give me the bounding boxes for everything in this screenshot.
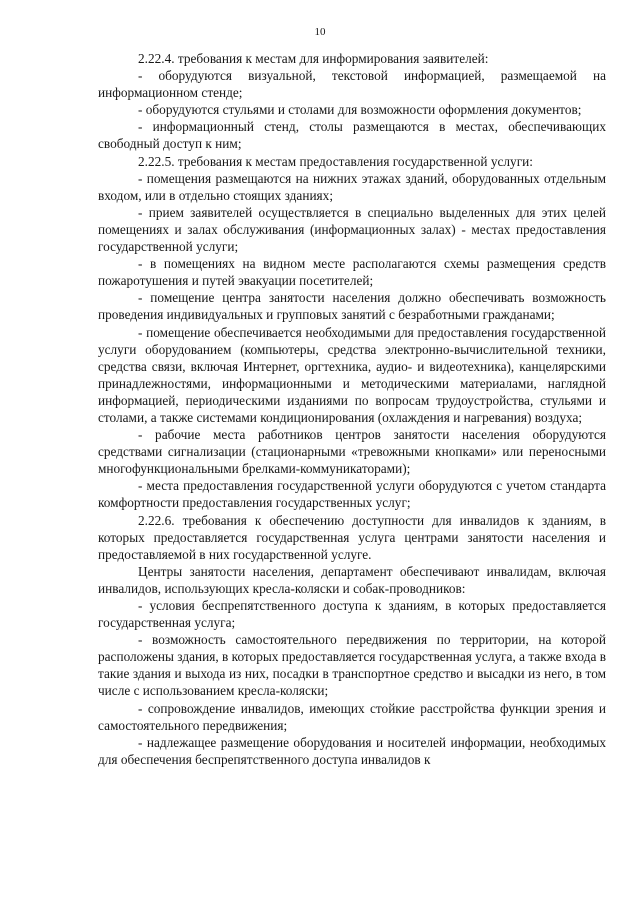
list-item: - помещение центра занятости населения должно обеспечивать возможность проведения индивидуальных и групповых занятий с безработными гражданами; xyxy=(98,290,606,323)
list-item: - рабочие места работников центров занятости населения оборудуются средствами сигнализации (стационарными «тревожными кнопками» или переносными многофункциональными брелками-коммуникаторами); xyxy=(98,427,606,477)
document-body xyxy=(98,50,606,768)
list-item: - помещения размещаются на нижних этажах зданий, оборудованных отдельным входом, или в отдельно стоящих зданиях; xyxy=(98,170,606,203)
list-item: - сопровождение инвалидов, имеющих стойкие расстройства функции зрения и самостоятельного передвижения; xyxy=(98,700,606,733)
list-item: - надлежащее размещение оборудования и носителей информации, необходимых для обеспечения беспрепятственного доступа инвалидов к xyxy=(98,734,606,767)
list-item: - условия беспрепятственного доступа к зданиям, в которых предоставляется государственная услуга; xyxy=(98,598,606,631)
list-item: - в помещениях на видном месте располагаются схемы размещения средств пожаротушения и путей эвакуации посетителей; xyxy=(98,256,606,289)
clause-2-22-4-heading: 2.22.4. требования к местам для информирования заявителей: xyxy=(138,51,489,66)
clause-2-22-5-heading: 2.22.5. требования к местам предоставления государственной услуги: xyxy=(138,153,533,169)
list-item: - места предоставления государственной услуги оборудуются с учетом стандарта комфортности предоставления государственных услуг; xyxy=(98,478,606,511)
list-item: - оборудуются стульями и столами для возможности оформления документов; xyxy=(138,102,582,118)
list-item: - оборудуются визуальной, текстовой информацией, размещаемой на информационном стенде; xyxy=(98,68,606,101)
list-item: - помещение обеспечивается необходимыми для предоставления государственной услуги оборудованием (компьютеры, средства электронно-вычислительной техники, средства связи, включая Интернет, оргтехника, аудио- и видеотехника), канцелярскими принадлежностями, информационными и методическими материалами, наглядной информацией, периодическими изданиями по вопросам трудоустройства, стульями и столами, а также системами кондиционирования (охлаждения и нагревания) воздуха; xyxy=(98,324,606,425)
clause-2-22-6-heading: 2.22.6. требования к обеспечению доступности для инвалидов к зданиям, в которых предоставляется государственная услуга центрами занятости населения и предоставляемой в них государственной услуге. xyxy=(98,512,606,562)
page-number: 10 xyxy=(314,26,326,38)
list-item: - информационный стенд, столы размещаются в местах, обеспечивающих свободный доступ к ним; xyxy=(98,119,606,152)
list-item: - возможность самостоятельного передвижения по территории, на которой расположены здания, в которых предоставляется государственная услуга, а также входа в такие здания и выхода из них, посадки в транспортное средство и высадки из него, в том числе с использованием кресла-коляски; xyxy=(98,632,606,699)
list-item: - прием заявителей осуществляется в специально выделенных для этих целей помещениях и залах обслуживания (информационных залах) - местах предоставления государственной услуги; xyxy=(98,204,606,255)
paragraph: Центры занятости населения, департамент обеспечивают инвалидам, включая инвалидов, использующих кресла-коляски и собак-проводников: xyxy=(98,563,606,596)
